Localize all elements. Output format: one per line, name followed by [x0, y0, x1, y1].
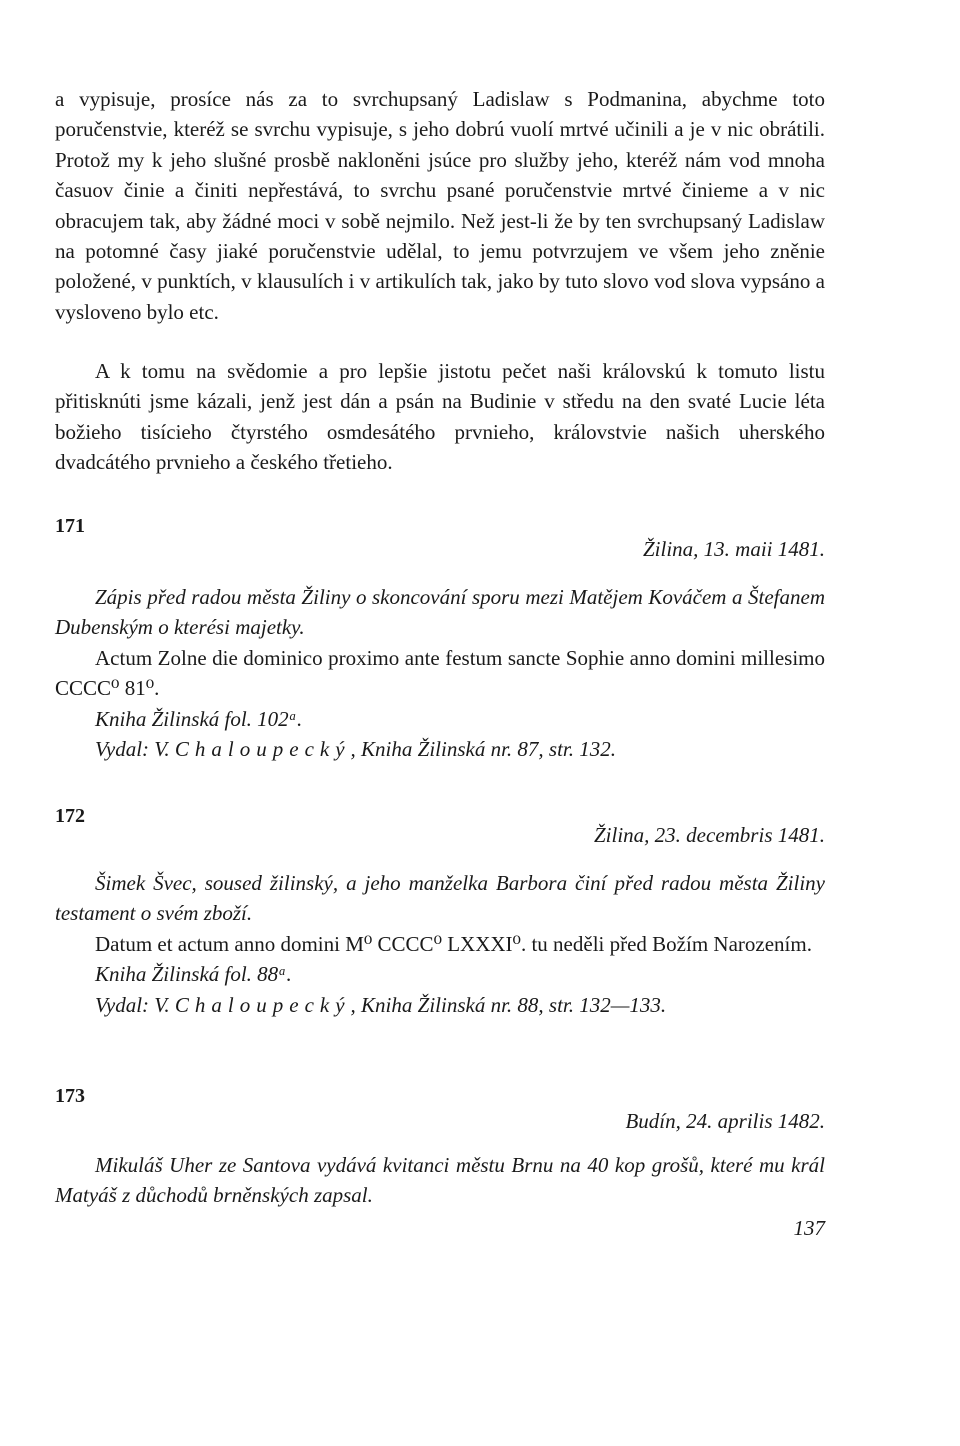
entry-171 [55, 582, 825, 764]
edition-suffix: , Kniha Žilinská nr. 87, str. 132. [350, 737, 617, 762]
entry-number-172: 172 [55, 805, 85, 827]
entry-source-171: Kniha Žilinská fol. 102ᵃ. [95, 706, 303, 731]
entry-edition-171 [55, 734, 825, 764]
continuation-paragraph-2: A k tomu na svědomie a pro lepšie jistotu pečet naši královskú k tomuto listu přitisknúti jsme kázali, jenž jest dán a psán na Budinie v středu na den svaté Lucie léta božieho tisícieho čtyrstého osmdesátého prvnieho, královstvie našich uherského dvadcátého prvnieho a českého třetieho. [55, 359, 825, 475]
entry-173 [55, 1150, 825, 1211]
entry-172 [55, 868, 825, 1020]
entry-date-173: Budín, 24. aprilis 1482. [625, 1109, 825, 1133]
edition-prefix: Vydal: V. [95, 992, 175, 1017]
entry-source-172: Kniha Žilinská fol. 88ᵃ. [95, 962, 292, 987]
entry-summary-171: Zápis před radou města Žiliny o skoncování sporu mezi Matějem Kováčem a Štefanem Dubenským o kterési majetky. [55, 585, 825, 640]
edition-author: Chaloupecký [174, 992, 351, 1017]
page-number: 137 [793, 1216, 825, 1240]
edition-prefix: Vydal: V. [95, 737, 175, 762]
entry-text-171: Actum Zolne die dominico proximo ante festum sancte Sophie anno domini millesimo CCCC⁰ 81⁰. [55, 645, 825, 701]
entry-date-171: Žilina, 13. maii 1481. [642, 537, 825, 561]
entry-text-172: Datum et actum anno domini M⁰ CCCC⁰ LXXXI⁰. tu neděli před Božím Narozením. [95, 931, 812, 956]
entry-number-173: 173 [55, 1085, 85, 1107]
entry-summary-172: Šimek Švec, soused žilinský, a jeho manželka Barbora činí před radou města Žiliny testament o svém zboží. [55, 871, 825, 926]
entry-edition-172 [55, 990, 825, 1020]
entry-number-171: 171 [55, 515, 85, 537]
entry-date-172: Žilina, 23. decembris 1481. [594, 823, 825, 847]
edition-author: Chaloupecký [174, 737, 351, 762]
edition-suffix: , Kniha Žilinská nr. 88, str. 132—133. [350, 992, 667, 1017]
continuation-paragraph-1: a vypisuje, prosíce nás za to svrchupsaný Ladislaw s Podmanina, abychme toto poručenstvie, kteréž se svrchu vypisuje, s jeho dobrú vuolí mrtvé učinili a je v nic obrátili. Protož my k jeho slušné prosbě nakloněni jsúce pro služby jeho, kteréž nám vod mnoha časuov činie a činiti nepřestává, to svrchu psané poručenstvie mrtvé činieme a v nic obracujem tak, aby žádné moci v sobě nejmilo. Než jest-li že by ten svrchupsaný Ladislaw na potomné časy jiaké poručenstvie udělal, to jemu potvrzujem ve všem jeho zněnie položené, v punktích, v klausulích i v artikulích tak, jako by tuto slovo vod slova vypsáno a vysloveno bylo etc. [55, 87, 825, 324]
entry-summary-173: Mikuláš Uher ze Santova vydává kvitanci městu Brnu na 40 kop grošů, které mu král Matyáš z důchodů brněnských zapsal. [55, 1153, 825, 1208]
